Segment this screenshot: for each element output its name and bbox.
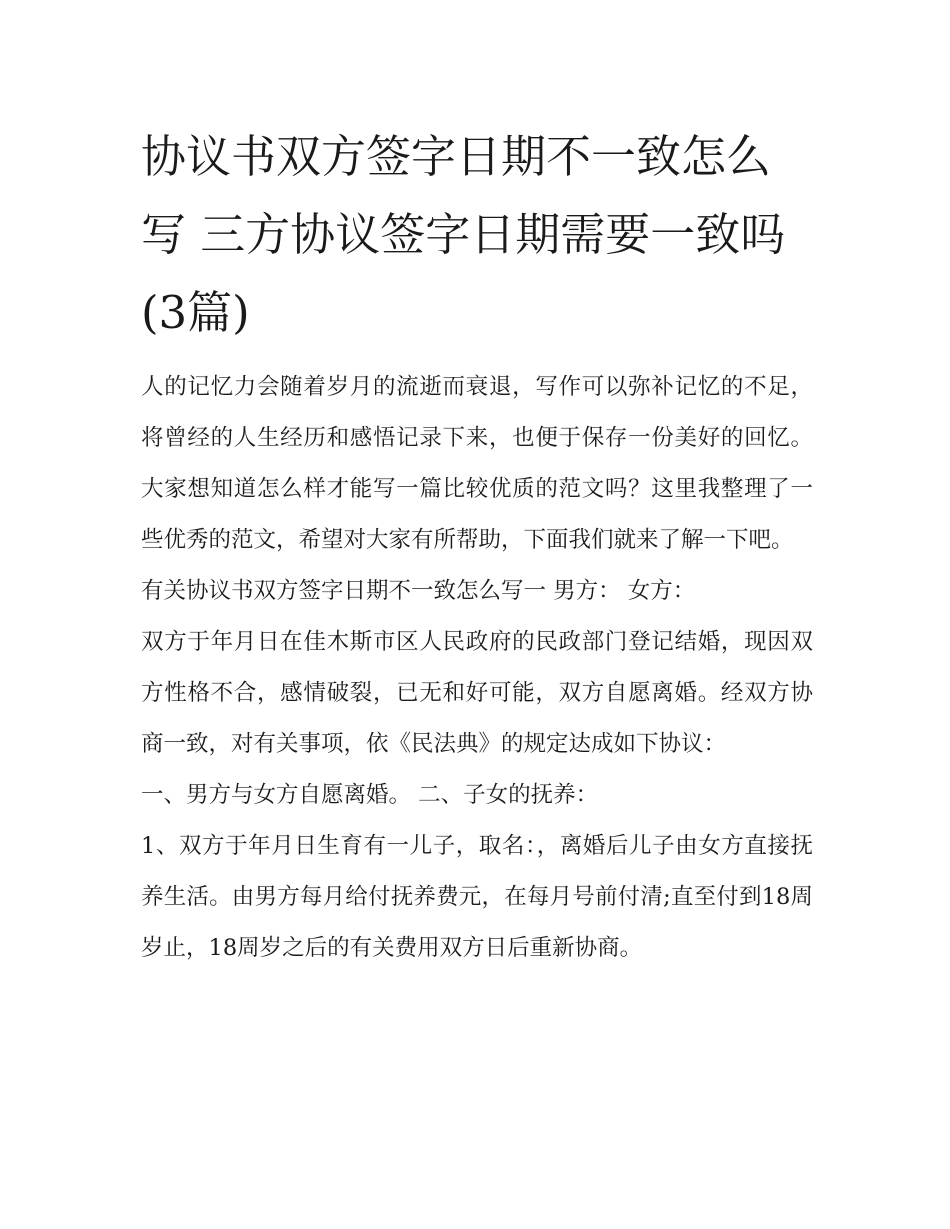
intro-paragraph: 人的记忆力会随着岁月的流逝而衰退，写作可以弥补记忆的不足，将曾经的人生经历和感悟记录下来，也便于保存一份美好的回忆。大家想知道怎么样才能写一篇比较优质的范文吗？这里我整理了一些优秀的范文，希望对大家有所帮助，下面我们就来了解一下吧。 bbox=[141, 374, 813, 553]
marriage-paragraph: 双方于年月日在佳木斯市区人民政府的民政部门登记结婚，现因双方性格不合，感情破裂，已无和好可能，双方自愿离婚。经双方协商一致，对有关事项，依《民法典》的规定达成如下协议： bbox=[141, 629, 813, 757]
clause-paragraph: 一、男方与女方自愿离婚。 二、子女的抚养： bbox=[141, 782, 599, 808]
custody-paragraph: 1、双方于年月日生育有一儿子，取名：，离婚后儿子由女方直接抚养生活。由男方每月给付抚养费元，在每月号前付清;直至付到18周岁止，18周岁之后的有关费用双方日后重新协商。 bbox=[141, 833, 813, 961]
document-title: 协议书双方签字日期不一致怎么写 三方协议签字日期需要一致吗(3篇) bbox=[141, 130, 786, 339]
document-page bbox=[141, 118, 813, 974]
section-heading-paragraph: 有关协议书双方签字日期不一致怎么写一 男方： 女方： bbox=[141, 578, 696, 604]
